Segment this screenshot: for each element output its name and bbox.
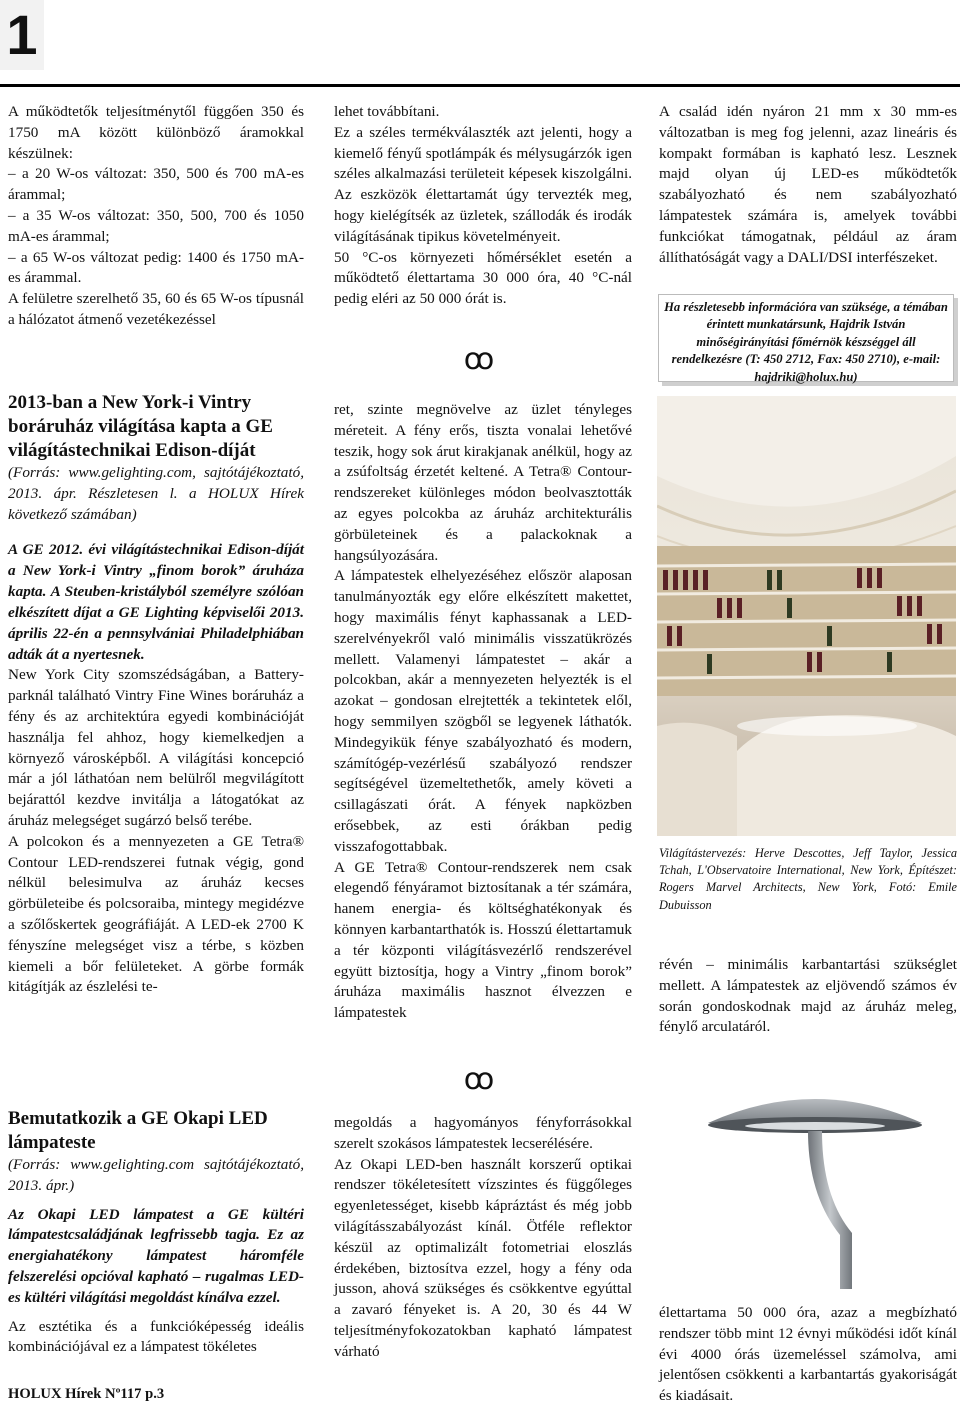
paragraph: A lámpatestek elhelyezéséhez először alaposan tanulmányozták egy előre elkészített makettet, hogy maximális fényt kaphassanak a LED-szerelvényekről való minimális visszatükrözés mellett. Valamenyi lámpatestet – akár a polcokban, akár a mennyezeten helyezték is el azokat – gondosan elrejtették a tekintetek elől, hogy semmilyen szögből se legyenek láthatók. Mindegyikük fénye szabályozható és modern, számítógép-vezérlésű szabályozó rendszer segítségével üzemeltethetők, amely követi a csillagászati órát. A fények napközben erősebbek, az esti órákban pedig visszafogottabbak. (334, 567, 632, 855)
footer: HOLUX Hírek Nº117 p.3 (8, 1386, 165, 1402)
article1-col2 (334, 400, 632, 1024)
paragraph: révén – minimális karbantartási szükséglet mellett. A lámpatestek az eljövendő számos év során gondoskodnak majd az áruház meleg, fénylő arculatáról. (659, 956, 957, 1036)
paragraph: megoldás a hagyományos fényforrásokkal szerelt szokásos lámpatestek lecserélésére. (334, 1114, 632, 1152)
street-lamp-icon (690, 1085, 940, 1289)
okapi-lamp-image (690, 1085, 940, 1289)
bullet-item: – a 20 W-os változat: 350, 500 és 700 mA-es árammal; (8, 165, 304, 204)
paragraph: Az Okapi LED-ben használt korszerű optikai rendszer tökéletesített vízszintes és függőleges egyenletességet, kisebb kápráztást és még jobb világításszabályozást kínál. Ötféle reflektor készül az optimalizált fotometriai eloszlás érdekében, biztosítva ezzel, hogy a fény oda jusson, ahová szükséges és csökkentve egyúttal a zavaró fényeket is. A 20, 30 és 44 W teljesítményfokozatokban kapható lámpatest várható (334, 1155, 632, 1360)
paragraph: Az esztétika és a funkcióképesség ideális kombinációjával ez a lámpatest tökéletes (8, 1317, 304, 1356)
col1-top-text (8, 102, 304, 331)
ornament-icon: ꝏ (463, 1063, 495, 1096)
paragraph: A felületre szerelhető 35, 60 és 65 W-os típusnál a hálózatot átmenő vezetékezéssel (8, 290, 304, 328)
store-interior-image (657, 396, 956, 836)
article2-title: Bemutatkozik a GE Okapi LED lámpateste (8, 1108, 268, 1153)
article2-col1 (8, 1107, 304, 1358)
photo-caption: Világítástervezés: Herve Descottes, Jeff Taylor, Jessica Tchah, L'Observatoire International, New York, Építészet: Rogers Marvel Architects, New York, Fotó: Emile Dubuisson (659, 846, 957, 912)
article2-lead: Az Okapi LED lámpatest a GE kültéri lámpatestcsaládjának legfrissebb tagja. Ez az energiahatékony lámpatest háromféle felszerelési opcióval kapható – rugalmas LED-es kültéri világítási megoldást kínálva ezzel. (8, 1205, 304, 1306)
vintry-store-photo (657, 396, 956, 836)
paragraph: ret, szinte megnövelve az üzlet tényleges méreteit. A fény erős, tiszta vonalai lehetővé teszik, hogy sok árut kirakjanak anélkül, hogy az a zsúfoltság érzetét keltené. A Tetra® Contour-rendszereket különleges módon beolvasztották az egyes polcokba az áruház architekturális görbületeinek és a palackoknak a hangsúlyozására. (334, 401, 632, 564)
header-rule (0, 84, 960, 87)
paragraph: 50 °C-os környezeti hőmérséklet esetén a működtető élettartama 30 000 óra, 40 °C-nál pedig eléri az 50 000 órát is. (334, 248, 632, 308)
article1-col3 (659, 955, 957, 1038)
paragraph: Ez a széles termékválaszték azt jelenti, hogy a kiemelő fényű spotlámpák és mélysugárzók igen széles alkalmazási területeit képesek kiszolgálni. Az eszközök élettartamát úgy tervezték meg, hogy kielégítsék az üzletek, szállodák és irodák világításának tipikus követelményeit. (334, 123, 632, 245)
paragraph: élettartama 50 000 óra, azaz a megbízható rendszer több mint 12 évnyi működési időt kínál évi 4000 órás üzemeléssel számolva, ami jelentősen csökkenti a karbantartás gyakoriságát és kiadásait. (659, 1304, 957, 1405)
ornament-icon: ꝏ (463, 343, 495, 376)
paragraph: A működtetők teljesítménytől függően 350 és 1750 mA között különböző áramokkal készülnek: (8, 103, 304, 162)
paragraph: New York City szomszédságában, a Battery-parknál található Vintry Fine Wines boráruház a fény és az architektúra egyedi kombinációját használja fel ahhoz, hogy kiemelkedjen a környező városképből. A világítási koncepció már a jól láthatóan nem belülről megvilágított bejárattól kezdve invitálja a látogatókat az áruház melegséget sugárzó belső terébe. (8, 666, 304, 829)
paragraph: A GE Tetra® Contour-rendszerek nem csak elegendő fényáramot biztosítanak a tér számára, hanem energia- és költséghatékonyak és könnyen karbantarthatók is. Hosszú élettartamuk a tér központi világításvezérlő rendszerével együtt biztosítja, hogy a Vintry „finom borok” áruháza maximális hasznot élvezzen e lámpatestek (334, 858, 632, 1022)
article1-lead: A GE 2012. évi világítástechnikai Edison-díját a New York-i Vintry „finom borok” áruháza kapta. A Steuben-kristályból személyre szólóan elkészített díjat a GE Lighting képviselői 2013. április 22-én a pennsylvániai Philadelphiában adták át a nyertesnek. (8, 541, 304, 664)
article2-col3 (659, 1303, 957, 1407)
article2-source: (Forrás: www.gelighting.com sajtótájékoztató, 2013. ápr.) (8, 1156, 304, 1194)
page-number: 1 (0, 0, 44, 70)
contact-infobox (658, 294, 954, 382)
paragraph: A polcokon és a mennyezeten a GE Tetra® Contour LED-rendszerei futnak végig, gond nélkül belesimulva az áruház kecses görbületeibe és polcsoraiba, mintegy megidézve a szőlőskertek geográfiáját. A LED-ek 2700 K fényszíne melegséget visz a térbe, s közben kiemeli a bőr felületeket. A görbe formák kitágítják az észlelési te- (8, 832, 304, 996)
article1-source: (Forrás: www.gelighting.com, sajtótájékoztató, 2013. ápr. Részletesen l. a HOLUX Hírek következő számában) (8, 464, 304, 523)
article1-col1 (8, 391, 304, 998)
col3-top-text (659, 102, 957, 268)
infobox-text: Ha részletesebb információra van szüksége, a témában érintett munkatársunk, Hajdrik István minőségirányítási főmérnök készséggel áll rendelkezésre (T: 450 2712, Fax: 450 2710), e-mail: hajdriki@holux.hu) (664, 300, 948, 384)
col2-top-text (334, 102, 632, 310)
article2-col2 (334, 1113, 632, 1363)
bullet-item: – a 65 W-os változat pedig: 1400 és 1750 mA- es árammal. (8, 248, 304, 287)
paragraph: lehet továbbítani. (334, 103, 440, 120)
article1-title: 2013-ban a New York-i Vintry boráruház világítása kapta a GE világítástechnikai Edison-díját (8, 392, 273, 461)
paragraph: A család idén nyáron 21 mm x 30 mm-es változatban is meg fog jelenni, azaz lineáris és kompakt formában is kapható lesz. Lesznek majd olyan új LED-es működtetők szabályozható és nem szabályozható lámpatestek számára is, amelyek további funkciókat támogatnak, például az áram állíthatóságát vagy a DALI/DSI interfészeket. (659, 103, 957, 266)
bullet-item: – a 35 W-os változat: 350, 500, 700 és 1050 mA-es árammal; (8, 206, 304, 245)
